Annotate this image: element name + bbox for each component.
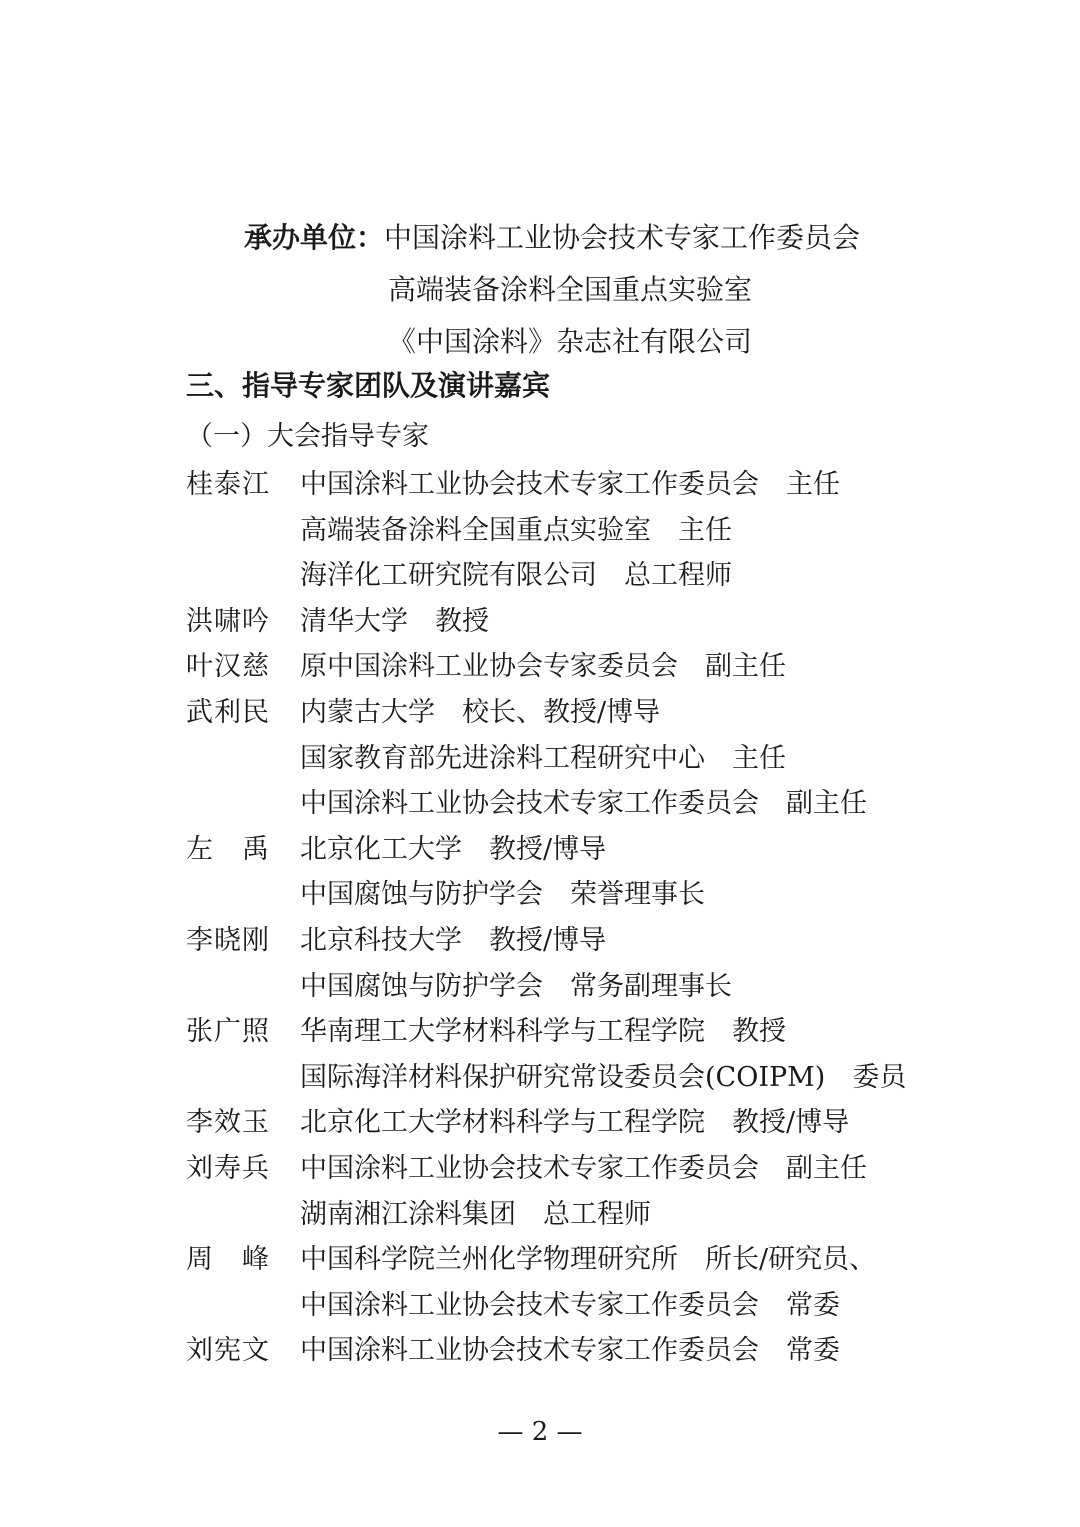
expert-name: 周 峰 bbox=[186, 1244, 270, 1276]
expert-row bbox=[186, 1283, 946, 1329]
page-number: — 2 — bbox=[497, 1417, 583, 1447]
expert-name: 桂泰江 bbox=[186, 469, 270, 500]
expert-row bbox=[186, 1009, 946, 1055]
expert-name: 张广照 bbox=[186, 1016, 270, 1048]
expert-name: 洪啸吟 bbox=[186, 605, 270, 637]
expert-title: 内蒙古大学 校长、教授/博导 bbox=[300, 696, 661, 728]
expert-name-spacer bbox=[186, 553, 300, 599]
expert-title: 清华大学 教授 bbox=[300, 605, 489, 637]
expert-name: 刘寿兵 bbox=[186, 1152, 270, 1184]
expert-name-spacer bbox=[186, 508, 300, 554]
expert-name-spacer bbox=[186, 964, 300, 1010]
expert-title: 北京科技大学 教授/博导 bbox=[300, 924, 607, 956]
organizer-block bbox=[244, 212, 860, 368]
expert-row bbox=[186, 690, 946, 736]
organizer-unit: 中国涂料工业协会技术专家工作委员会 bbox=[384, 221, 861, 254]
expert-name: 李效玉 bbox=[186, 1107, 270, 1139]
organizer-unit: 《中国涂料》杂志社有限公司 bbox=[388, 325, 753, 358]
expert-row bbox=[186, 736, 946, 782]
expert-row bbox=[186, 462, 946, 508]
expert-row bbox=[186, 1055, 946, 1101]
expert-row bbox=[186, 827, 946, 873]
expert-title: 高端装备涂料全国重点实验室 主任 bbox=[300, 514, 732, 546]
expert-title: 海洋化工研究院有限公司 总工程师 bbox=[300, 560, 732, 592]
expert-row bbox=[186, 1146, 946, 1192]
expert-title: 中国腐蚀与防护学会 常务副理事长 bbox=[300, 970, 732, 1002]
expert-row bbox=[186, 553, 946, 599]
expert-name: 武利民 bbox=[186, 696, 270, 728]
expert-name-spacer bbox=[186, 872, 300, 918]
expert-row bbox=[186, 644, 946, 690]
expert-row bbox=[186, 1100, 946, 1146]
expert-name: 李晓刚 bbox=[186, 924, 270, 956]
expert-title: 国际海洋材料保护研究常设委员会(COIPM) 委员 bbox=[300, 1061, 907, 1093]
expert-row bbox=[186, 1328, 946, 1374]
expert-title: 中国涂料工业协会技术专家工作委员会 副主任 bbox=[300, 788, 867, 820]
expert-title: 中国涂料工业协会技术专家工作委员会 副主任 bbox=[300, 1152, 867, 1184]
expert-row bbox=[186, 918, 946, 964]
expert-title: 中国涂料工业协会技术专家工作委员会 主任 bbox=[300, 469, 840, 500]
expert-row bbox=[186, 1192, 946, 1238]
organizer-unit: 高端装备涂料全国重点实验室 bbox=[388, 273, 753, 306]
expert-name-spacer bbox=[186, 1283, 300, 1329]
expert-name: 叶汉慈 bbox=[186, 651, 270, 683]
expert-name-spacer bbox=[186, 781, 300, 827]
expert-name-spacer bbox=[186, 1192, 300, 1238]
expert-row bbox=[186, 508, 946, 554]
expert-title: 中国科学院兰州化学物理研究所 所长/研究员、 bbox=[300, 1244, 877, 1276]
expert-name: 左 禹 bbox=[186, 833, 270, 865]
expert-row bbox=[186, 781, 946, 827]
expert-title: 中国涂料工业协会技术专家工作委员会 常委 bbox=[300, 1335, 840, 1367]
expert-row bbox=[186, 964, 946, 1010]
expert-row bbox=[186, 872, 946, 918]
expert-title: 中国涂料工业协会技术专家工作委员会 常委 bbox=[300, 1289, 840, 1321]
section-title: 三、指导专家团队及演讲嘉宾 bbox=[186, 369, 551, 402]
organizer-label: 承办单位： bbox=[244, 221, 385, 254]
expert-title: 湖南湘江涂料集团 总工程师 bbox=[300, 1198, 651, 1230]
expert-name-spacer bbox=[186, 1055, 300, 1101]
expert-title: 原中国涂料工业协会专家委员会 副主任 bbox=[300, 651, 786, 683]
expert-title: 北京化工大学材料科学与工程学院 教授/博导 bbox=[300, 1107, 850, 1139]
expert-row bbox=[186, 1237, 946, 1283]
expert-name: 刘宪文 bbox=[186, 1335, 270, 1367]
expert-list bbox=[186, 462, 946, 1374]
expert-title: 中国腐蚀与防护学会 荣誉理事长 bbox=[300, 879, 705, 911]
organizer-line bbox=[244, 212, 860, 264]
expert-name-spacer bbox=[186, 736, 300, 782]
expert-title: 国家教育部先进涂料工程研究中心 主任 bbox=[300, 742, 786, 774]
expert-title: 华南理工大学材料科学与工程学院 教授 bbox=[300, 1016, 786, 1048]
expert-row bbox=[186, 599, 946, 645]
expert-title: 北京化工大学 教授/博导 bbox=[300, 833, 607, 865]
subsection-title: （一）大会指导专家 bbox=[186, 421, 429, 452]
